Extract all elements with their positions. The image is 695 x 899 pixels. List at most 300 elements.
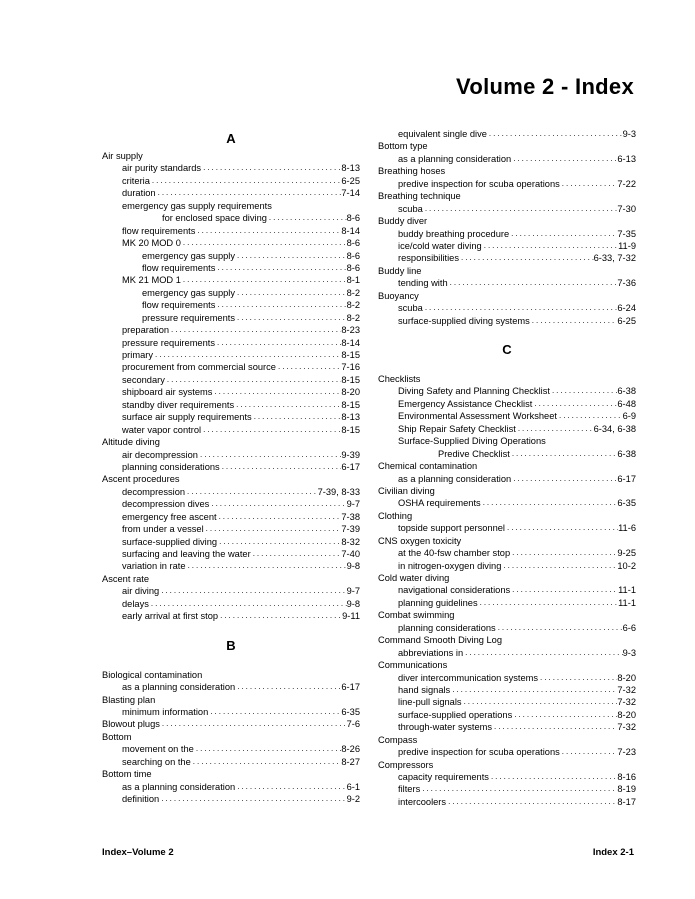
- dot-leader: [159, 585, 346, 597]
- index-subentry: [102, 449, 360, 461]
- dot-leader: [560, 746, 618, 758]
- dot-leader: [538, 672, 617, 684]
- index-entry: [378, 634, 636, 646]
- index-subentry: [378, 684, 636, 696]
- index-subentry: [102, 237, 360, 249]
- entry-page-ref: 7-22: [617, 178, 636, 189]
- index-entry: [102, 731, 360, 743]
- index-subentry: [378, 796, 636, 808]
- index-subentry: [102, 374, 360, 386]
- entry-page-ref: 8-2: [346, 287, 360, 298]
- entry-label: decompression: [122, 486, 186, 497]
- dot-leader: [218, 610, 342, 622]
- entry-page-ref: 7-39: [341, 524, 360, 535]
- entry-page-ref: 6-48: [617, 398, 636, 409]
- entry-label: surface-supplied diving systems: [398, 315, 530, 326]
- dot-leader: [487, 128, 623, 140]
- entry-label: Communications: [378, 660, 448, 671]
- dot-leader: [423, 302, 618, 314]
- entry-page-ref: 6-13: [617, 153, 636, 164]
- entry-page-ref: 8-2: [346, 312, 360, 323]
- index-subentry: [102, 424, 360, 436]
- entry-label: primary: [122, 350, 153, 360]
- entry-page-ref: 11-9: [618, 240, 636, 251]
- entry-page-ref: 8-15: [341, 399, 360, 410]
- dot-leader: [512, 709, 617, 721]
- entry-page-ref: 6-35: [617, 498, 636, 509]
- dot-leader: [450, 684, 617, 696]
- index-entry: [378, 510, 636, 522]
- entry-label: shipboard air systems: [122, 387, 213, 398]
- entry-label: in nitrogen-oxygen diving: [398, 560, 502, 571]
- entry-label: Environmental Assessment Worksheet: [398, 411, 557, 422]
- entry-label: Emergency Assistance Checklist: [398, 398, 533, 409]
- entry-page-ref: 8-14: [341, 337, 360, 348]
- index-subentry: [378, 647, 636, 659]
- entry-page-ref: 9-25: [617, 548, 636, 559]
- entry-page-ref: 8-20: [341, 387, 360, 398]
- dot-leader: [481, 497, 618, 509]
- entry-label: buddy breathing procedure: [398, 228, 510, 239]
- index-subentry: [378, 203, 636, 215]
- entry-label: intercoolers: [398, 796, 447, 807]
- dot-leader: [482, 240, 618, 252]
- dot-leader: [235, 250, 347, 262]
- index-subentry: [378, 315, 636, 327]
- index-subentry: [378, 771, 636, 783]
- dot-leader: [235, 312, 347, 324]
- index-column-right: [378, 128, 636, 808]
- index-entry: [378, 140, 636, 152]
- entry-page-ref: 7-32: [617, 697, 636, 708]
- entry-page-ref: 6-25: [617, 315, 636, 326]
- dot-leader: [478, 597, 618, 609]
- entry-page-ref: 8-1: [346, 275, 360, 286]
- index-subentry: [102, 461, 360, 473]
- footer-left: Index–Volume 2: [102, 847, 174, 858]
- index-subentry: [378, 178, 636, 190]
- index-entry: [378, 734, 636, 746]
- dot-leader: [181, 237, 347, 249]
- entry-label: hand signals: [398, 684, 451, 695]
- entry-label: air purity standards: [122, 163, 202, 174]
- entry-page-ref: 8-13: [341, 163, 360, 174]
- index-subentry: [102, 274, 360, 286]
- index-entry: [378, 759, 636, 771]
- entry-page-ref: 8-16: [617, 772, 636, 782]
- entry-label: equivalent single dive: [398, 129, 487, 139]
- dot-leader: [251, 548, 342, 560]
- entry-page-ref: 8-19: [617, 784, 636, 795]
- entry-label: Chemical contamination: [378, 461, 478, 472]
- index-subentry: [102, 681, 360, 693]
- dot-leader: [530, 315, 618, 327]
- index-subentry: [102, 743, 360, 755]
- index-subentry: [378, 672, 636, 684]
- index-entry: [378, 165, 636, 177]
- index-entry: [378, 460, 636, 472]
- dot-leader: [505, 522, 618, 534]
- dot-leader: [217, 536, 341, 548]
- dot-leader: [235, 287, 347, 299]
- entry-page-ref: 9-8: [346, 561, 360, 572]
- index-subentry: [102, 250, 360, 262]
- dot-leader: [195, 225, 341, 237]
- index-subentry: [378, 228, 636, 240]
- entry-label: capacity requirements: [398, 772, 489, 782]
- index-entry: [102, 150, 360, 162]
- entry-label: standby diver requirements: [122, 399, 235, 410]
- entry-label: Buddy line: [378, 265, 422, 276]
- dot-leader: [252, 411, 342, 423]
- index-entry: [378, 535, 636, 547]
- dot-leader: [423, 203, 618, 215]
- dot-leader: [220, 461, 342, 473]
- index-subentry: [378, 410, 636, 422]
- entry-page-ref: 6-38: [617, 448, 636, 459]
- entry-page-ref: 8-32: [341, 536, 360, 547]
- entry-label: Ascent rate: [102, 573, 150, 584]
- index-subentry: [378, 398, 636, 410]
- entry-label: water vapor control: [122, 424, 202, 435]
- page-title: Volume 2 - Index: [456, 74, 634, 99]
- dot-leader: [489, 771, 617, 783]
- entry-page-ref: 7-40: [341, 549, 360, 559]
- entry-label: Blasting plan: [102, 694, 156, 705]
- index-subentry: [102, 312, 360, 324]
- index-subentry: [378, 522, 636, 534]
- entry-label: Biological contamination: [102, 669, 203, 680]
- entry-label: MK 20 MOD 0: [122, 238, 181, 249]
- entry-page-ref: 9-39: [341, 449, 360, 460]
- index-subentry: [378, 696, 636, 708]
- dot-leader: [492, 721, 617, 733]
- entry-label: as a planning consideration: [398, 473, 512, 484]
- entry-label: as a planning consideration: [122, 781, 236, 792]
- entry-label: Command Smooth Diving Log: [378, 635, 503, 646]
- entry-label: predive inspection for scuba operations: [398, 178, 560, 189]
- dot-leader: [276, 361, 341, 373]
- entry-label: Altitude diving: [102, 437, 160, 448]
- index-subentry: [102, 399, 360, 411]
- dot-leader: [509, 228, 617, 240]
- entry-label: Ascent procedures: [102, 474, 180, 485]
- index-entry: [378, 373, 636, 385]
- dot-leader: [501, 560, 617, 572]
- entry-label: as a planning consideration: [122, 682, 236, 693]
- dot-leader: [510, 547, 617, 559]
- dot-leader: [169, 324, 341, 336]
- index-subentry: [102, 498, 360, 510]
- entry-page-ref: 6-33, 7-32: [593, 253, 636, 264]
- entry-label: Checklists: [378, 374, 421, 384]
- entry-label: flow requirements: [142, 300, 216, 311]
- entry-page-ref: 8-6: [346, 262, 360, 273]
- dot-leader: [446, 796, 617, 808]
- entry-label: Blowout plugs: [102, 719, 160, 730]
- entry-label: scuba: [398, 203, 423, 214]
- entry-label: Ship Repair Safety Checklist: [398, 423, 516, 434]
- entry-page-ref: 8-2: [346, 300, 360, 311]
- dot-leader: [181, 274, 347, 286]
- dot-leader: [149, 598, 347, 610]
- index-subentry: [378, 597, 636, 609]
- entry-label: Air supply: [102, 151, 143, 161]
- footer-page-number: Index 2-1: [592, 847, 634, 858]
- entry-page-ref: 7-16: [341, 362, 360, 373]
- entry-label: Compressors: [378, 759, 434, 770]
- entry-page-ref: 9-3: [622, 647, 636, 658]
- index-subentry: [102, 560, 360, 572]
- dot-leader: [201, 162, 341, 174]
- index-subentry: [378, 497, 636, 509]
- entry-label: Predive Checklist: [438, 448, 510, 459]
- index-subentry: [378, 252, 636, 264]
- dot-leader: [560, 178, 618, 190]
- entry-label: emergency gas supply: [142, 250, 236, 261]
- entry-label: planning considerations: [398, 622, 496, 633]
- index-entry: [378, 485, 636, 497]
- dot-leader: [160, 718, 347, 730]
- entry-label: Bottom: [102, 731, 132, 742]
- entry-page-ref: 9-8: [346, 598, 360, 609]
- entry-label: air decompression: [122, 449, 198, 460]
- entry-page-ref: 6-24: [617, 303, 636, 314]
- dot-leader: [235, 781, 346, 793]
- entry-label: pressure requirements: [122, 337, 216, 348]
- dot-leader: [448, 277, 618, 289]
- index-entry: [378, 659, 636, 671]
- index-subentry: [102, 287, 360, 299]
- index-entry: [102, 669, 360, 681]
- entry-label: filters: [398, 784, 421, 795]
- entry-label: tending with: [398, 278, 448, 289]
- dot-leader: [215, 262, 346, 274]
- section-spacer: [102, 657, 360, 669]
- index-entry: [378, 609, 636, 621]
- index-subentry: [378, 709, 636, 721]
- entry-label: searching on the: [122, 756, 191, 767]
- dot-leader: [165, 374, 341, 386]
- entry-page-ref: 9-2: [346, 794, 360, 804]
- dot-leader: [204, 523, 342, 535]
- entry-page-ref: 9-3: [622, 129, 636, 139]
- index-entry: [102, 473, 360, 485]
- index-subentry: [102, 793, 360, 805]
- entry-label: Compass: [378, 734, 418, 745]
- entry-label: CNS oxygen toxicity: [378, 535, 462, 546]
- entry-label: flow requirements: [122, 225, 196, 236]
- index-subentry: [102, 781, 360, 793]
- entry-page-ref: 10-2: [617, 560, 636, 571]
- entry-label: Surface-Supplied Diving Operations: [398, 436, 546, 447]
- index-subentry: [378, 423, 636, 435]
- dot-leader: [463, 647, 622, 659]
- index-subentry: [378, 721, 636, 733]
- entry-label: emergency gas supply: [142, 287, 236, 298]
- entry-page-ref: 8-14: [341, 225, 360, 236]
- index-subentry: [378, 473, 636, 485]
- dot-leader: [194, 743, 342, 755]
- dot-leader: [198, 449, 341, 461]
- entry-label: air diving: [122, 586, 160, 597]
- entry-label: preparation: [122, 325, 170, 336]
- index-subentry: [102, 756, 360, 768]
- index-entry: [378, 265, 636, 277]
- entry-page-ref: 6-17: [341, 461, 360, 472]
- index-subentry: [102, 386, 360, 398]
- entry-label: surfacing and leaving the water: [122, 549, 251, 559]
- entry-label: scuba: [398, 303, 423, 314]
- entry-page-ref: 7-36: [617, 278, 636, 289]
- entry-label: Buddy diver: [378, 216, 428, 227]
- dot-leader: [511, 473, 617, 485]
- dot-leader: [496, 622, 623, 634]
- dot-leader: [185, 486, 318, 498]
- index-subentry: [102, 262, 360, 274]
- entry-page-ref: 6-25: [341, 175, 360, 186]
- dot-leader: [150, 175, 341, 187]
- entry-page-ref: 9-7: [346, 499, 360, 510]
- entry-label: topside support personnel: [398, 523, 505, 534]
- entry-label: surface-supplied diving: [122, 536, 218, 547]
- entry-label: planning guidelines: [398, 597, 478, 608]
- entry-page-ref: 11-1: [618, 597, 636, 608]
- section-letter-a: A: [226, 131, 236, 146]
- entry-page-ref: 7-35: [617, 228, 636, 239]
- index-entry: [378, 290, 636, 302]
- entry-label: MK 21 MOD 1: [122, 275, 181, 286]
- entry-label: criteria: [122, 175, 150, 186]
- index-subentry: [378, 746, 636, 758]
- index-subentry: [102, 511, 360, 523]
- entry-page-ref: 7-39, 8-33: [317, 486, 360, 497]
- index-subentry: [102, 212, 360, 224]
- index-subentry: [102, 548, 360, 560]
- index-entry: [102, 694, 360, 706]
- entry-page-ref: 6-6: [622, 622, 636, 633]
- index-subentry: [378, 560, 636, 572]
- dot-leader: [159, 793, 346, 805]
- index-subentry: [102, 200, 360, 212]
- entry-page-ref: 8-27: [341, 756, 360, 767]
- index-entry: [378, 190, 636, 202]
- index-subentry: [378, 547, 636, 559]
- entry-label: for enclosed space diving: [162, 213, 267, 224]
- index-subentry: [102, 610, 360, 622]
- index-subentry: [102, 187, 360, 199]
- index-entry: [102, 718, 360, 730]
- entry-label: surface-supplied operations: [398, 709, 513, 720]
- index-subentry: [378, 302, 636, 314]
- entry-label: delays: [122, 598, 149, 609]
- entry-page-ref: 6-9: [622, 411, 636, 422]
- index-subentry: [378, 240, 636, 252]
- entry-label: Bottom type: [378, 141, 428, 152]
- index-subentry: [102, 411, 360, 423]
- entry-label: Breathing hoses: [378, 166, 446, 177]
- dot-leader: [235, 681, 341, 693]
- dot-leader: [208, 706, 341, 718]
- entry-label: secondary: [122, 374, 165, 385]
- entry-label: ice/cold water diving: [398, 240, 482, 251]
- entry-page-ref: 7-32: [617, 722, 636, 733]
- section-spacer: [102, 623, 360, 635]
- section-spacer: [378, 327, 636, 339]
- entry-page-ref: 7-32: [617, 684, 636, 695]
- entry-page-ref: 8-20: [617, 672, 636, 683]
- entry-page-ref: 8-13: [341, 412, 360, 423]
- index-entry: [102, 436, 360, 448]
- index-subentry: [102, 361, 360, 373]
- dot-leader: [459, 252, 594, 264]
- index-subentry: [378, 584, 636, 596]
- entry-page-ref: 11-1: [618, 585, 636, 596]
- index-entry: [102, 768, 360, 780]
- dot-leader: [234, 399, 341, 411]
- index-subentry: [102, 585, 360, 597]
- dot-leader: [516, 423, 594, 435]
- entry-page-ref: 8-20: [617, 709, 636, 720]
- entry-page-ref: 8-26: [341, 744, 360, 755]
- dot-leader: [462, 696, 618, 708]
- entry-label: Cold water diving: [378, 573, 450, 583]
- index-subentry: [378, 622, 636, 634]
- index-entry: [378, 572, 636, 584]
- entry-page-ref: 7-23: [617, 747, 636, 758]
- dot-leader: [156, 187, 342, 199]
- entry-page-ref: 8-15: [341, 374, 360, 385]
- index-subentry: [378, 783, 636, 795]
- entry-label: diver intercommunication systems: [398, 672, 539, 683]
- entry-label: Diving Safety and Planning Checklist: [398, 386, 550, 397]
- entry-label: emergency free ascent: [122, 511, 217, 522]
- dot-leader: [191, 756, 342, 768]
- index-subentry: [102, 225, 360, 237]
- entry-label: Buoyancy: [378, 290, 419, 301]
- entry-page-ref: 7-38: [341, 511, 360, 522]
- index-subentry: [378, 385, 636, 397]
- entry-page-ref: 6-34, 6-38: [593, 423, 636, 434]
- index-subentry: [102, 162, 360, 174]
- index-column-left: [102, 128, 360, 805]
- entry-page-ref: 8-15: [341, 424, 360, 435]
- entry-label: Bottom time: [102, 769, 152, 780]
- dot-leader: [420, 783, 617, 795]
- index-subentry: [102, 299, 360, 311]
- entry-label: at the 40-fsw chamber stop: [398, 548, 511, 559]
- entry-page-ref: 7-14: [341, 188, 360, 199]
- index-subentry: [378, 153, 636, 165]
- index-subentry: [378, 128, 636, 140]
- index-subentry: [102, 349, 360, 361]
- entry-label: duration: [122, 188, 156, 199]
- index-subentry: [102, 337, 360, 349]
- entry-label: responsibilities: [398, 253, 459, 264]
- entry-page-ref: 6-17: [341, 682, 360, 693]
- entry-label: predive inspection for scuba operations: [398, 747, 560, 758]
- entry-page-ref: 6-17: [617, 473, 636, 484]
- index-subentry: [378, 435, 636, 447]
- entry-page-ref: 9-11: [342, 611, 360, 622]
- entry-label: navigational considerations: [398, 585, 511, 596]
- entry-label: Combat swimming: [378, 610, 455, 621]
- entry-label: as a planning consideration: [398, 153, 512, 164]
- dot-leader: [510, 584, 618, 596]
- dot-leader: [201, 424, 341, 436]
- entry-page-ref: 8-6: [346, 213, 360, 224]
- section-spacer: [378, 361, 636, 373]
